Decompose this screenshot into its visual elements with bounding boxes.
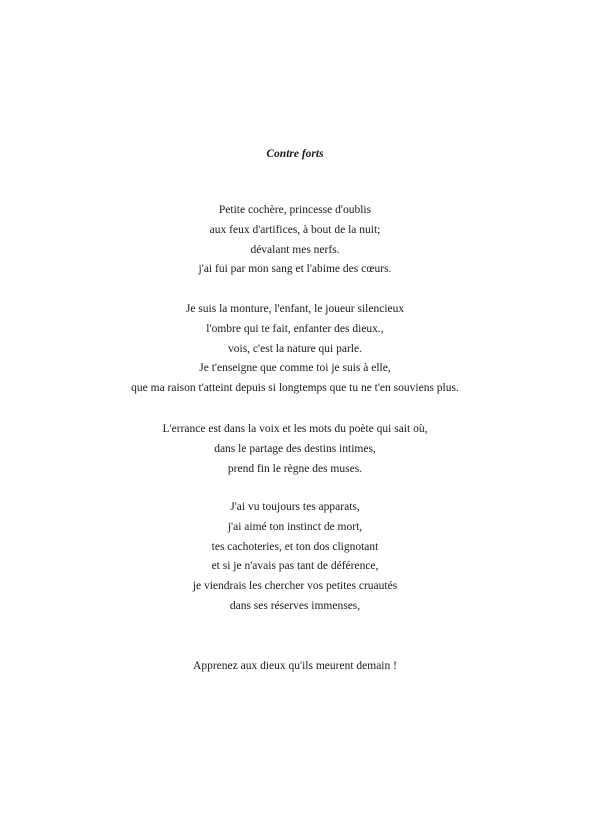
poem-title: Contre forts xyxy=(266,148,324,160)
stanza xyxy=(0,201,590,280)
poem-line: je viendrais les chercher vos petites cruautés xyxy=(192,580,398,593)
poem-line: dévalant mes nerfs. xyxy=(250,243,340,256)
poem-line: aux feux d'artifices, à bout de la nuit; xyxy=(209,223,381,236)
poem-line: Je t'enseigne que comme toi je suis à elle, xyxy=(199,362,391,375)
poem-line: et si je n'avais pas tant de déférence, xyxy=(211,560,379,573)
poem-line: J'ai vu toujours tes apparats, xyxy=(230,501,360,513)
stanza xyxy=(0,420,590,479)
poem-line: que ma raison t'atteint depuis si longtemps que tu ne t'en souviens plus. xyxy=(131,382,459,395)
poem-line: Je suis la monture, l'enfant, le joueur silencieux xyxy=(185,303,405,315)
poem-line: prend fin le règne des muses. xyxy=(227,462,363,475)
stanza xyxy=(0,657,590,677)
poem-line: tes cachoteries, et ton dos clignotant xyxy=(211,540,379,553)
poem-line: Petite cochère, princesse d'oublis xyxy=(218,204,372,216)
poem-line: Apprenez aux dieux qu'ils meurent demain ! xyxy=(193,660,397,672)
poem-line: vois, c'est la nature qui parle. xyxy=(228,342,362,355)
stanza xyxy=(0,498,590,617)
poem-line: dans le partage des destins intimes, xyxy=(214,442,376,455)
poem-line: L'errance est dans la voix et les mots du poète qui sait où, xyxy=(162,423,428,435)
poem-line: j'ai aimé ton instinct de mort, xyxy=(227,520,363,533)
stanza xyxy=(0,300,590,399)
poem-line: dans ses réserves immenses, xyxy=(229,599,361,612)
poem-line: j'ai fui par mon sang et l'abime des cœurs. xyxy=(198,263,392,276)
poem-line: l'ombre qui te fait, enfanter des dieux., xyxy=(206,322,384,335)
